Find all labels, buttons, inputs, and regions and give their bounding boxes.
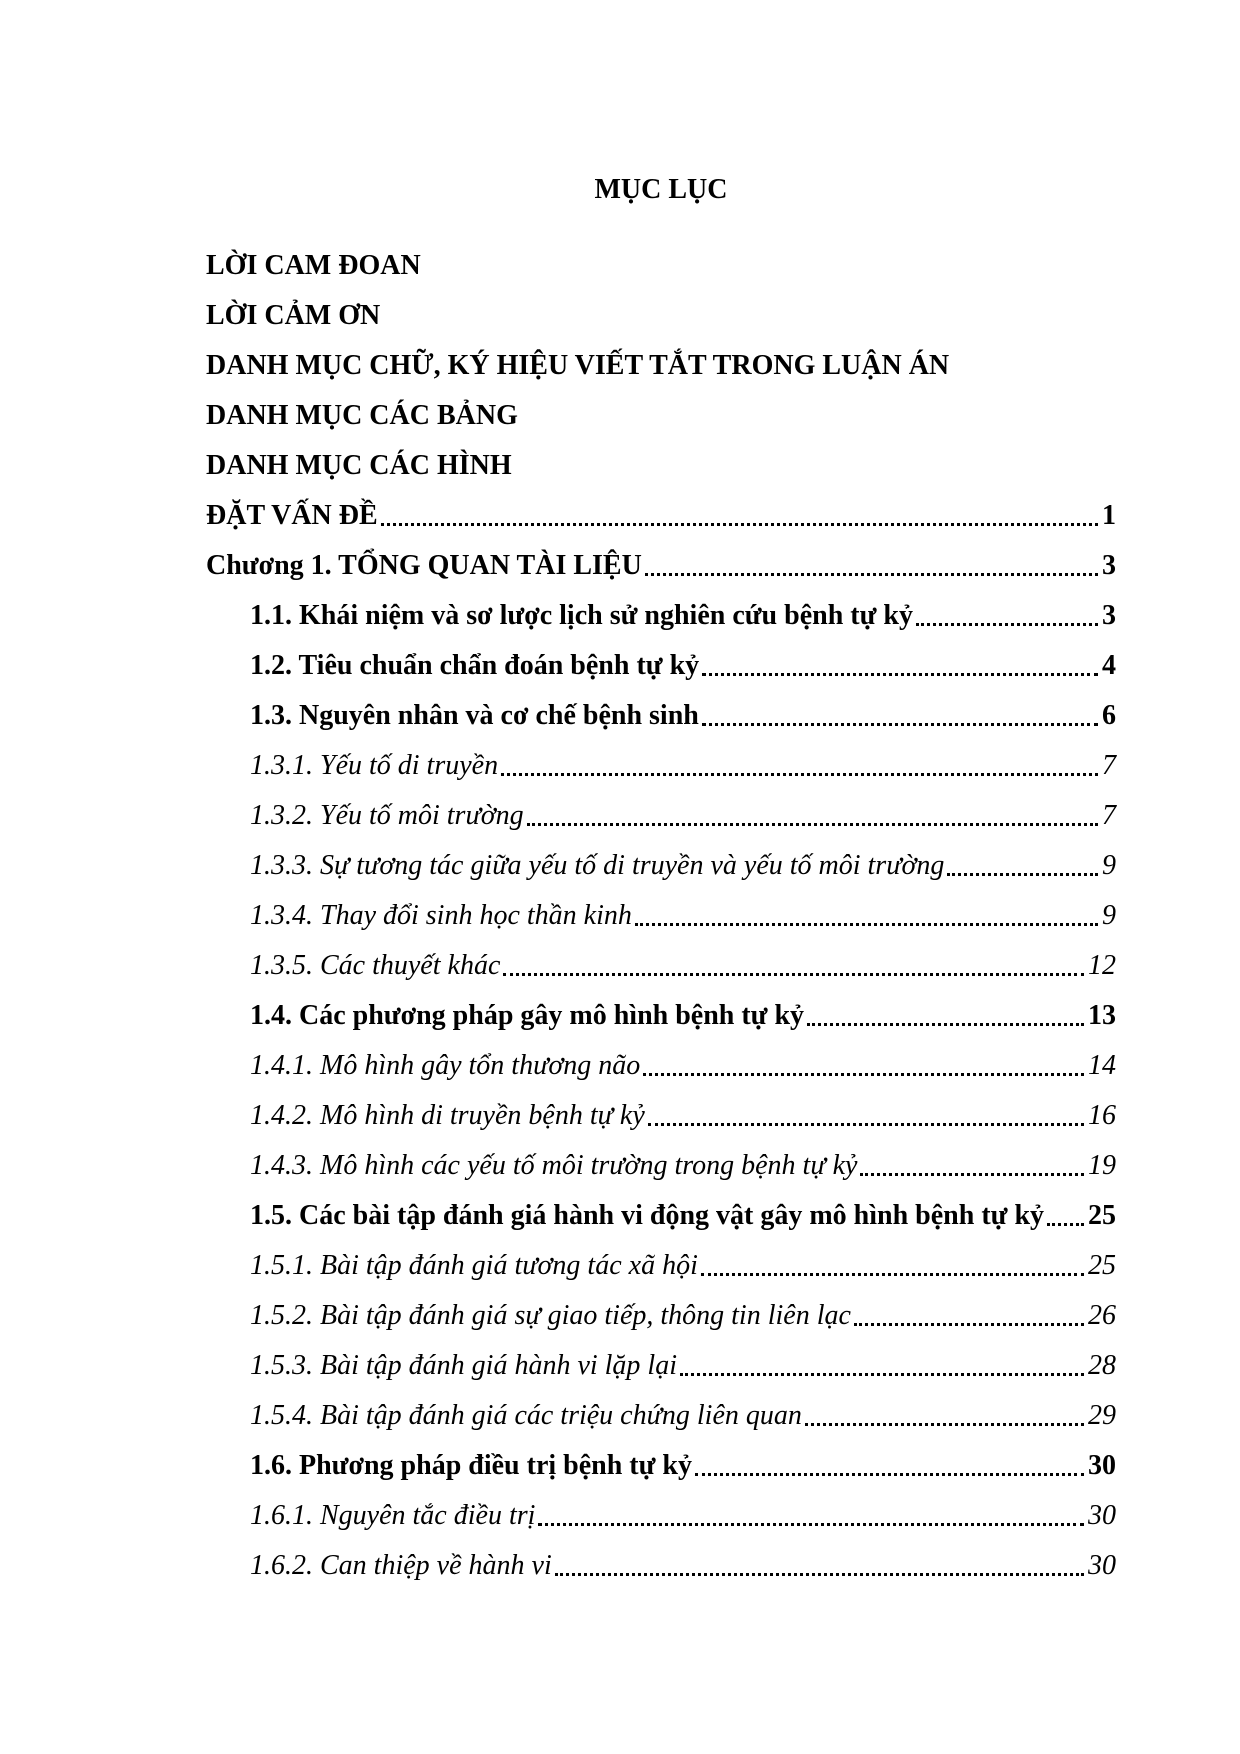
toc-entry: [206, 783, 1116, 833]
toc-dot-leader: [501, 749, 1098, 783]
toc-entry: [206, 1183, 1116, 1233]
toc-page-number: 4: [1102, 650, 1116, 681]
toc-dot-leader: [680, 1349, 1084, 1383]
toc-entry-label: DANH MỤC CÁC BẢNG: [206, 400, 518, 431]
toc-page-number: 14: [1088, 1050, 1116, 1081]
toc-page-number: 30: [1088, 1500, 1116, 1531]
toc-title: MỤC LỤC: [594, 174, 728, 205]
toc-entry-label: 1.6.1. Nguyên tắc điều trị: [250, 1500, 536, 1531]
toc-page-number: 25: [1088, 1200, 1116, 1231]
toc-entry: [206, 1483, 1116, 1533]
toc-entry: [206, 483, 1116, 533]
toc-dot-leader: [947, 849, 1098, 883]
toc-entry-label: 1.4. Các phương pháp gây mô hình bệnh tự kỷ: [250, 1000, 805, 1031]
toc-entry: [206, 1433, 1116, 1483]
toc-dot-leader: [635, 899, 1098, 933]
toc-dot-leader: [645, 549, 1098, 583]
toc-entry: [206, 1033, 1116, 1083]
toc-entry-label: 1.6. Phương pháp điều trị bệnh tự kỷ: [250, 1450, 692, 1481]
toc-entry-label: 1.1. Khái niệm và sơ lược lịch sử nghiên cứu bệnh tự kỷ: [250, 600, 913, 631]
toc-page-number: 28: [1088, 1350, 1116, 1381]
toc-dot-leader: [916, 599, 1098, 633]
toc-entry-label: 1.3.4. Thay đổi sinh học thần kinh: [250, 900, 632, 931]
toc-page-number: 12: [1088, 950, 1116, 981]
toc-entry-label: 1.5. Các bài tập đánh giá hành vi động vật gây mô hình bệnh tự kỷ: [250, 1200, 1045, 1231]
toc-entry-label: 1.5.2. Bài tập đánh giá sự giao tiếp, thông tin liên lạc: [250, 1300, 851, 1331]
toc-page-number: 29: [1088, 1400, 1116, 1431]
toc-entry: [206, 1383, 1116, 1433]
toc-dot-leader: [503, 949, 1084, 983]
toc-dot-leader: [860, 1149, 1084, 1183]
toc-page-number: 19: [1088, 1150, 1116, 1181]
toc-entry: [206, 283, 1116, 333]
toc-entry-label: DANH MỤC CÁC HÌNH: [206, 450, 512, 481]
toc-dot-leader: [381, 499, 1098, 533]
toc-page-number: 9: [1102, 900, 1116, 931]
toc-dot-leader: [854, 1299, 1084, 1333]
toc-entry: [206, 1533, 1116, 1583]
toc-entry-label: 1.4.2. Mô hình di truyền bệnh tự kỷ: [250, 1100, 645, 1131]
toc-page-number: 16: [1088, 1100, 1116, 1131]
toc-entry: [206, 933, 1116, 983]
toc-entry-label: 1.6.2. Can thiệp về hành vi: [250, 1550, 552, 1581]
toc-entry-label: 1.5.3. Bài tập đánh giá hành vi lặp lại: [250, 1350, 677, 1381]
toc-entry-label: Chương 1. TỔNG QUAN TÀI LIỆU: [206, 550, 642, 581]
toc-dot-leader: [643, 1049, 1084, 1083]
toc-list: [206, 233, 1116, 1583]
toc-entry: [206, 683, 1116, 733]
toc-entry: [206, 333, 1116, 383]
toc-entry: [206, 1133, 1116, 1183]
toc-entry-label: 1.3.5. Các thuyết khác: [250, 950, 501, 981]
toc-entry: [206, 233, 1116, 283]
toc-dot-leader: [702, 649, 1098, 683]
toc-dot-leader: [555, 1549, 1084, 1583]
toc-dot-leader: [701, 1249, 1084, 1283]
toc-page-number: 9: [1102, 850, 1116, 881]
toc-entry-label: 1.3. Nguyên nhân và cơ chế bệnh sinh: [250, 700, 699, 731]
toc-entry-label: 1.4.1. Mô hình gây tổn thương não: [250, 1050, 641, 1081]
toc-entry: [206, 633, 1116, 683]
toc-entry-label: 1.2. Tiêu chuẩn chẩn đoán bệnh tự kỷ: [250, 650, 700, 681]
toc-entry: [206, 583, 1116, 633]
toc-entry: [206, 1283, 1116, 1333]
toc-dot-leader: [805, 1399, 1084, 1433]
toc-dot-leader: [702, 699, 1098, 733]
toc-page-number: 26: [1088, 1300, 1116, 1331]
toc-entry: [206, 383, 1116, 433]
toc-entry-label: 1.5.1. Bài tập đánh giá tương tác xã hội: [250, 1250, 698, 1281]
toc-dot-leader: [1047, 1199, 1084, 1233]
toc-page-number: 6: [1102, 700, 1116, 731]
toc-entry: [206, 1233, 1116, 1283]
toc-entry: [206, 533, 1116, 583]
toc-page-number: 30: [1088, 1550, 1116, 1581]
toc-entry: [206, 983, 1116, 1033]
toc-page-number: 3: [1102, 550, 1116, 581]
toc-page-number: 25: [1088, 1250, 1116, 1281]
toc-entry-label: 1.4.3. Mô hình các yếu tố môi trường trong bệnh tự kỷ: [250, 1150, 858, 1181]
toc-entry-label: LỜI CẢM ƠN: [206, 300, 381, 331]
toc-entry: [206, 433, 1116, 483]
toc-dot-leader: [648, 1099, 1084, 1133]
toc-page-number: 30: [1088, 1450, 1116, 1481]
toc-entry: [206, 883, 1116, 933]
toc-entry-label: 1.3.3. Sự tương tác giữa yếu tố di truyền và yếu tố môi trường: [250, 850, 945, 881]
toc-entry: [206, 733, 1116, 783]
toc-dot-leader: [527, 799, 1098, 833]
toc-page-number: 3: [1102, 600, 1116, 631]
toc-page-number: 13: [1088, 1000, 1116, 1031]
toc-entry-label: 1.3.2. Yếu tố môi trường: [250, 800, 524, 831]
toc-entry-label: ĐẶT VẤN ĐỀ: [206, 500, 378, 531]
toc-page-number: 1: [1102, 500, 1116, 531]
toc-dot-leader: [695, 1449, 1084, 1483]
toc-page-number: 7: [1102, 800, 1116, 831]
toc-entry-label: DANH MỤC CHỮ, KÝ HIỆU VIẾT TẮT TRONG LUẬN ÁN: [206, 350, 950, 381]
toc-entry-label: LỜI CAM ĐOAN: [206, 250, 421, 281]
toc-entry-label: 1.5.4. Bài tập đánh giá các triệu chứng liên quan: [250, 1400, 802, 1431]
toc-dot-leader: [807, 999, 1084, 1033]
toc-entry: [206, 1333, 1116, 1383]
toc-dot-leader: [538, 1499, 1084, 1533]
toc-entry: [206, 833, 1116, 883]
toc-page-number: 7: [1102, 750, 1116, 781]
toc-entry-label: 1.3.1. Yếu tố di truyền: [250, 750, 499, 781]
toc-entry: [206, 1083, 1116, 1133]
